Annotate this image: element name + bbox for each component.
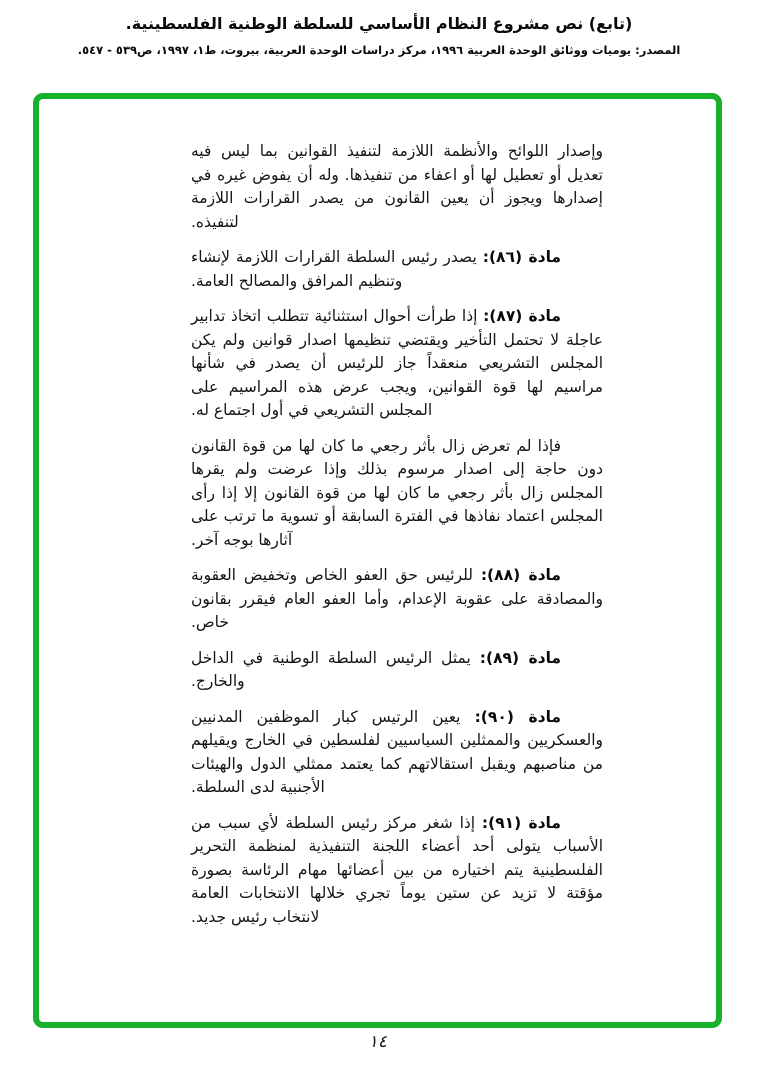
- article-87: [191, 305, 603, 423]
- page-number: ١٤: [367, 1032, 391, 1052]
- decree-effect-paragraph: [191, 435, 603, 553]
- article-label: مادة (٩١):: [481, 813, 561, 832]
- article-text: يعين الرتيس كبار الموظفين المدنيين والعسكريين والممثلين السياسيين لفلسطين في الخارج ويقيلهم من مناصبهم ويقبل استقالاتهم كما يعتمد ممثلي الدول والهيئات الأجنبية لدى السلطة.: [191, 707, 603, 796]
- article-text: يصدر رئيس السلطة القرارات اللازمة لإنشاء وتنظيم المرافق والمصالح العامة.: [191, 248, 477, 290]
- page-title: (تابع) نص مشروع النظام الأساسي للسلطة الوطنية الفلسطينية.: [125, 14, 633, 33]
- article-89: [191, 647, 603, 694]
- article-label: مادة (٩٠):: [474, 707, 561, 726]
- article-90: [191, 706, 603, 800]
- article-text: للرئيس حق العفو الخاص وتخفيض العقوبة والمصادقة على عقوبة الإعدام، وأما العفو العام فيقرر بقانون خاص.: [191, 566, 603, 631]
- article-label: مادة (٨٩):: [479, 648, 561, 667]
- paragraph-text: فإذا لم تعرض زال بأثر رجعي ما كان لها من قوة القانون دون حاجة إلى اصدار مرسوم بذلك وإذا عرضت ولم يقرها المجلس زال بأثر رجعي ما كان لها من قوة القانون إلا إذا رأى المجلس اعتماد نفاذها في الفترة السابقة أو تسوية ما ترتب على آثارها بوجه آخر.: [191, 436, 603, 549]
- page-header: [0, 14, 758, 57]
- article-label: مادة (٨٦):: [482, 248, 561, 266]
- article-86: [191, 246, 603, 293]
- document-body: [191, 140, 603, 941]
- article-88: [191, 564, 603, 635]
- article-text: يمثل الرئيس السلطة الوطنية في الداخل والخارج.: [191, 648, 471, 690]
- article-text: إذا شغر مركز رئيس السلطة لأي سبب من الأسباب يتولى أحد أعضاء اللجنة التنفيذية لمنظمة التحرير الفلسطينية يتم اختياره من بين أعضائها مهام الرئاسة بصورة مؤقتة لا تزيد عن ستين يوماً تجري خلالها الانتخابات العامة لانتخاب رئيس جديد.: [191, 813, 603, 926]
- source-line: المصدر: يوميات ووثائق الوحدة العربية ١٩٩٦، مركز دراسات الوحدة العربية، بيروت، ط١، ١٩٩٧، ص٥٣٩ - ٥٤٧.: [77, 43, 681, 57]
- article-label: مادة (٨٨):: [480, 566, 561, 584]
- article-91: [191, 812, 603, 930]
- article-text: إذا طرأت أحوال استثنائية تتطلب اتخاذ تدابير عاجلة لا تحتمل التأخير ويقتضي تنظيمها اصدار قوانين ولم يكن المجلس التشريعي منعقداً جاز للرئيس أن يصدر في شأنها مراسيم لها قوة القوانين، ويجب عرض هذه المراسيم على المجلس التشريعي في أول اجتماع له.: [191, 307, 603, 419]
- paragraph-text: وإصدار اللوائح والأنظمة اللازمة لتنفيذ القوانين بما ليس فيه تعديل أو تعطيل لها أو اعفاء من تنفيذها. وله أن يفوض غيره في إصدارها ويجوز أن يعين القانون من يصدر القرارات اللازمة لتنفيذه.: [191, 142, 603, 231]
- continuation-paragraph: [191, 140, 603, 234]
- article-label: مادة (٨٧):: [483, 307, 561, 325]
